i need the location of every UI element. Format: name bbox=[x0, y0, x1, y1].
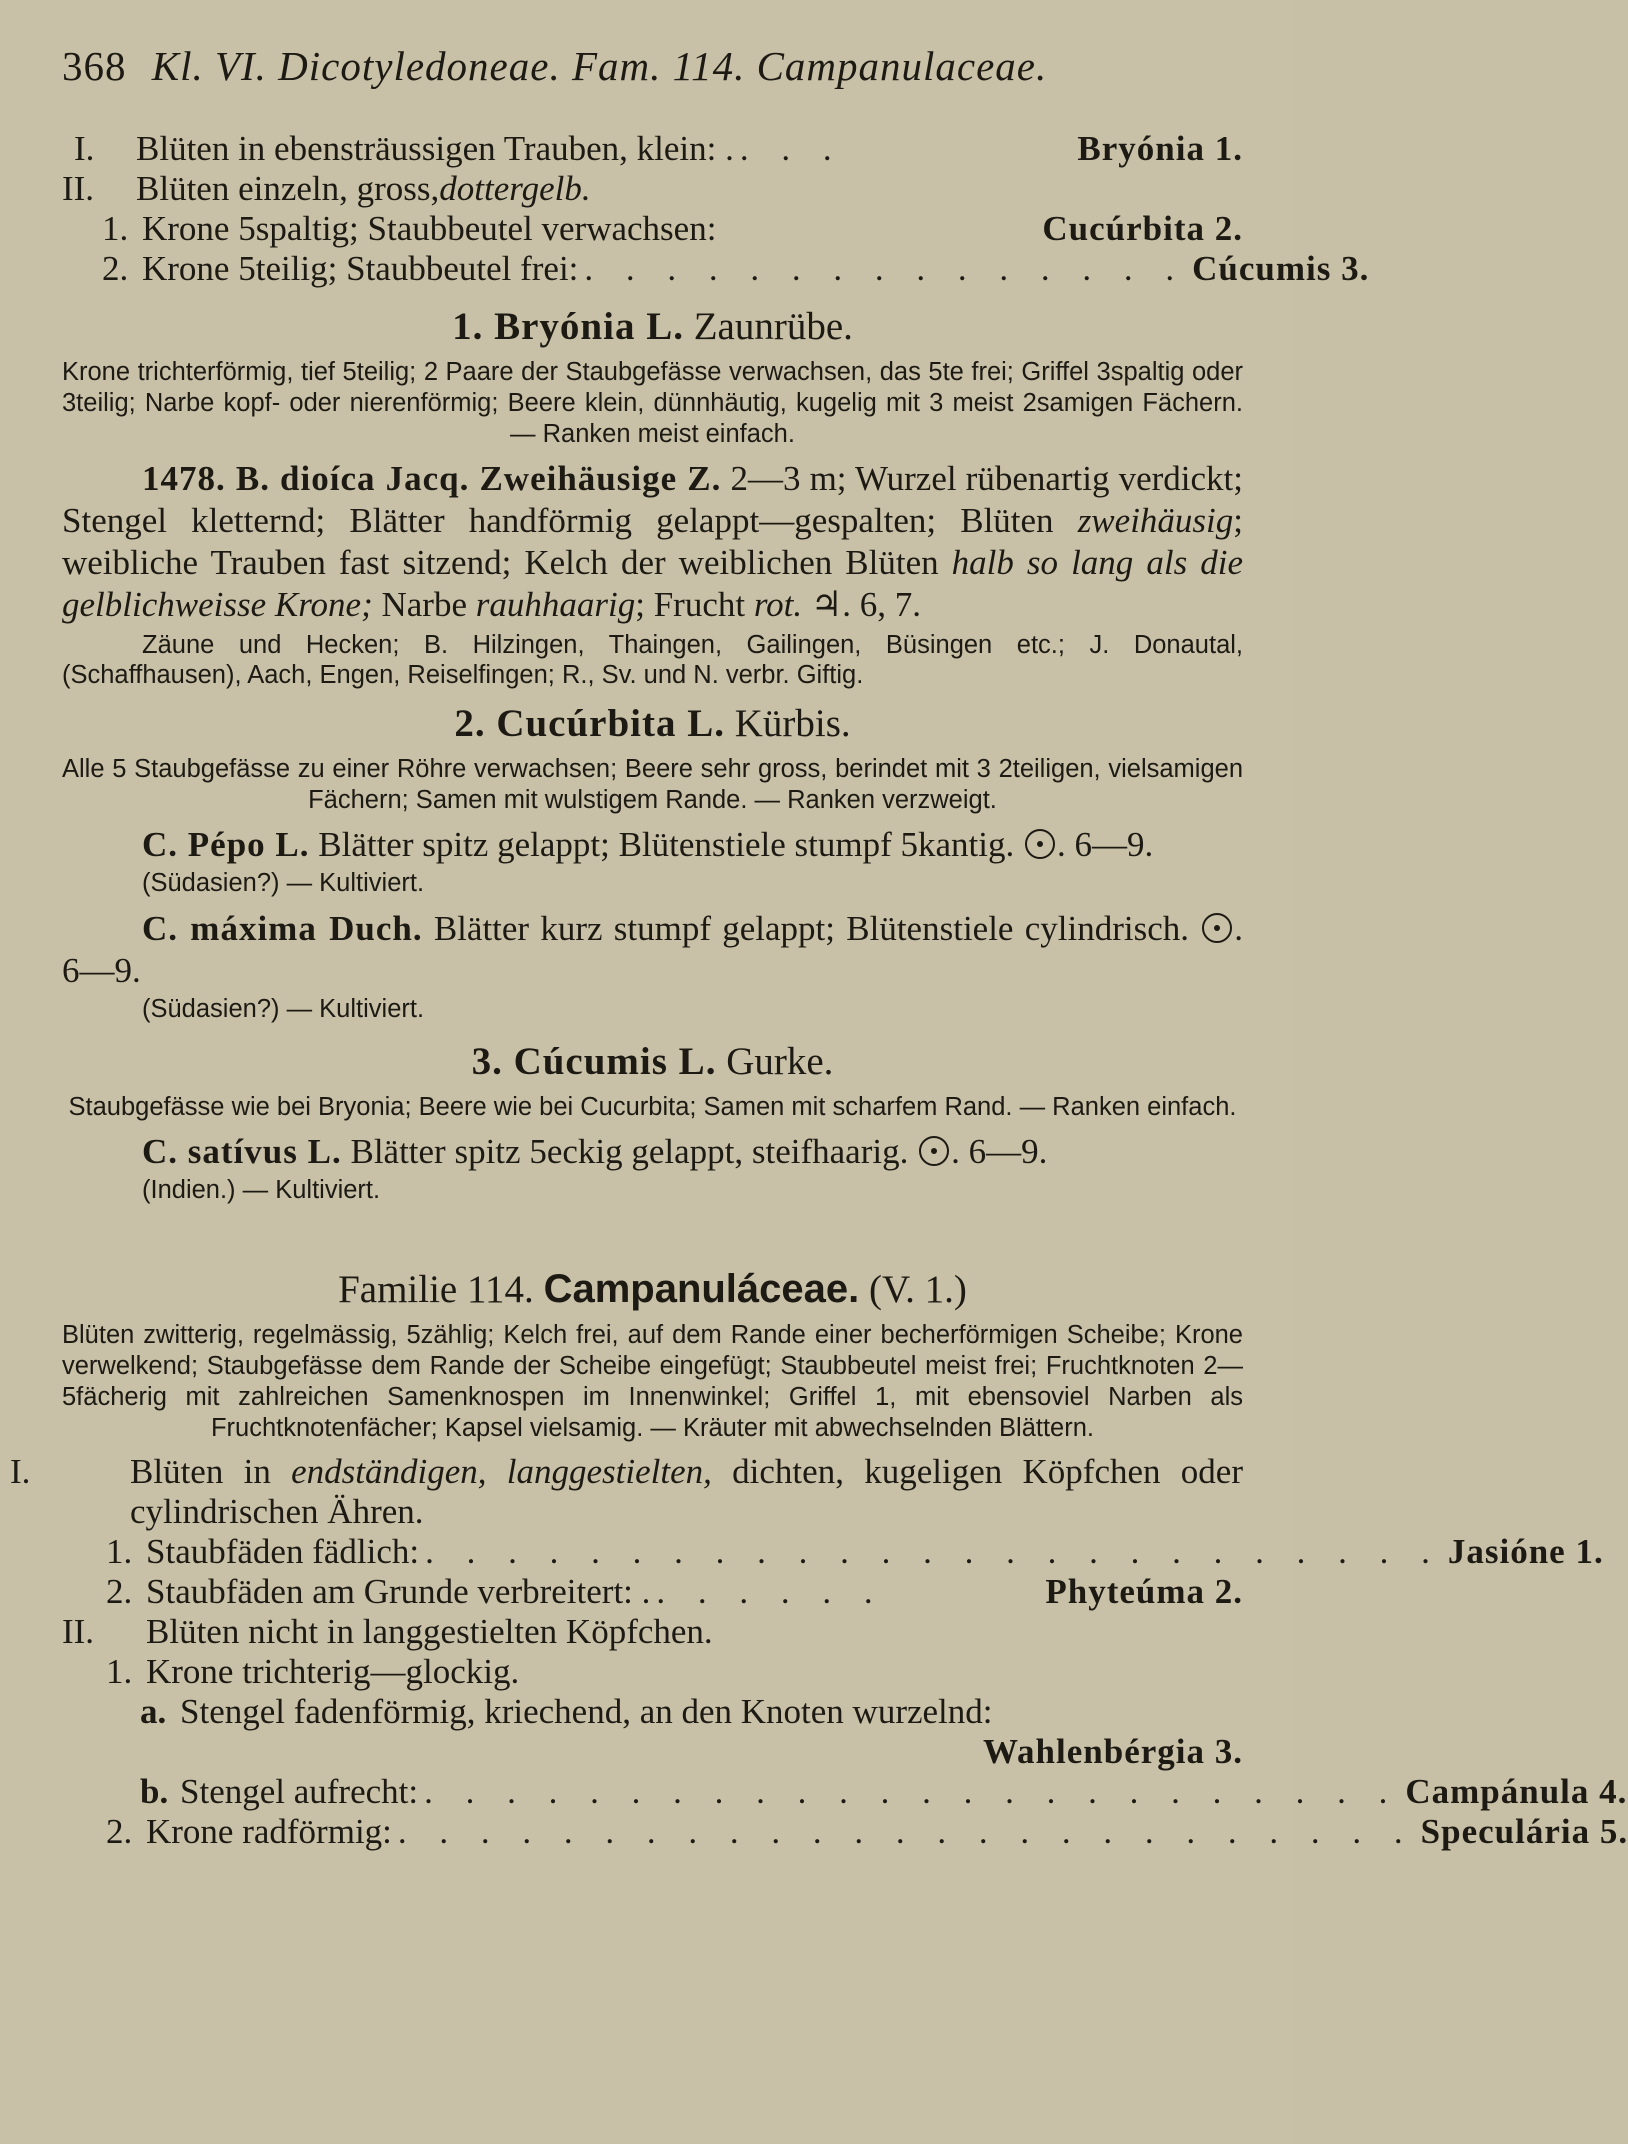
species-text: ♃. 6, 7. bbox=[802, 585, 922, 625]
key-text: dichten, kugeligen Köpfchen oder cylindrischen Ähren. bbox=[130, 1452, 1243, 1532]
species-text: . 6—9. bbox=[951, 1132, 1048, 1172]
species-note: (Indien.) — Kultiviert. bbox=[142, 1176, 381, 1205]
running-title: Kl. VI. Dicotyledoneae. Fam. 114. Campanulaceae. bbox=[151, 43, 1048, 89]
key-line bbox=[62, 249, 1370, 289]
key-marker: 2. bbox=[106, 1812, 133, 1852]
key-marker: II. bbox=[62, 169, 95, 209]
key-genus: Phyteúma 2. bbox=[1045, 1572, 1243, 1612]
key-line bbox=[10, 1452, 1243, 1532]
species-text: . 6—9. bbox=[1056, 825, 1154, 865]
key-marker: 2. bbox=[102, 249, 129, 289]
key-text: Blüten nicht in langgestielten Köpfchen. bbox=[146, 1612, 713, 1652]
key-marker: 1. bbox=[106, 1532, 133, 1572]
key-line bbox=[62, 1812, 1628, 1852]
key-marker: 2. bbox=[106, 1572, 133, 1612]
page-number: 368 bbox=[62, 43, 127, 89]
species-entry bbox=[62, 1131, 1243, 1173]
family-name: Campanuláceae. bbox=[543, 1267, 860, 1312]
key-text: Staubfäden fädlich: bbox=[146, 1532, 420, 1572]
key-genus: Bryónia 1. bbox=[1077, 129, 1243, 169]
key-text: Krone 5spaltig; Staubbeutel verwachsen: bbox=[142, 209, 717, 249]
key-text: Blüten einzeln, gross, bbox=[136, 169, 440, 209]
key-genus: Campánula 4. bbox=[1405, 1772, 1628, 1812]
leader-dots: . . . bbox=[739, 129, 844, 169]
key-text: Blüten in bbox=[130, 1452, 292, 1492]
leader-dots bbox=[716, 209, 1042, 249]
key-line bbox=[62, 129, 1243, 169]
key-genus: Cucúrbita 2. bbox=[1042, 209, 1243, 249]
key-line bbox=[62, 1572, 1243, 1612]
key-campanulaceae bbox=[10, 1452, 1628, 1852]
species-text: Blätter spitz gelappt; Blütenstiele stumpf 5kantig. bbox=[309, 825, 1015, 865]
species-text: Blätter spitz 5eckig gelappt, steifhaarig. bbox=[341, 1132, 909, 1172]
key-text: Blüten in ebensträussigen Trauben, klein: . bbox=[136, 129, 734, 169]
genus-common-name: Zaunrübe. bbox=[693, 305, 853, 349]
key-genus: Cúcumis 3. bbox=[1192, 249, 1370, 289]
species-name: C. Pépo L. bbox=[142, 825, 310, 865]
genus-description: Alle 5 Staubgefässe zu einer Röhre verwachsen; Beere sehr gross, berindet mit 3 2teiligen, vielsamigen Fächern; Samen mit wulstigem Rande. — Ranken verzweigt. bbox=[62, 755, 1243, 815]
family-class: (V. 1.) bbox=[869, 1268, 967, 1312]
genus-name: 1. Bryónia L. bbox=[452, 305, 684, 349]
species-name: 1478. B. dioíca Jacq. Zweihäusige Z. bbox=[142, 459, 722, 499]
key-text: Stengel aufrecht: bbox=[180, 1772, 419, 1812]
spacer bbox=[62, 1215, 1243, 1245]
genus-heading-cucurbita bbox=[62, 700, 1243, 748]
genus-heading-cucumis bbox=[62, 1038, 1243, 1086]
leader-dots: . . . . . . bbox=[656, 1572, 885, 1612]
family-description: Blüten zwitterig, regelmässig, 5zählig; Kelch frei, auf dem Rande einer becherförmigen Scheibe; Krone verwelkend; Staubgefässe dem Rande der Scheibe eingefügt; Staubbeutel meist frei; Fruchtknoten 2—5fächerig mit zahlreichen Samenknospen im Innenwinkel; Griffel 1, mit ebensoviel Narben als Fruchtknotenfächer; Kapsel vielsamig. — Kräuter mit abwechselnden Blättern. bbox=[62, 1321, 1243, 1443]
species-text: 2—3 m; Wurzel rübenartig verdickt; Stengel kletternd; Blätter handförmig gelappt—gespalten; Blüten bbox=[62, 459, 1244, 541]
key-text: Staubfäden am Grunde verbreitert: . bbox=[146, 1572, 651, 1612]
key-line bbox=[62, 1772, 1628, 1812]
leader-dots: . . . . . . . . . . . . . . . bbox=[584, 249, 1187, 289]
key-marker: a. bbox=[140, 1692, 167, 1732]
key-line bbox=[62, 1692, 1243, 1732]
page-header bbox=[62, 44, 1243, 89]
key-line bbox=[62, 1612, 1243, 1652]
key-line bbox=[62, 209, 1243, 249]
species-name: C. satívus L. bbox=[142, 1132, 342, 1172]
species-name: C. máxima Duch. bbox=[142, 909, 423, 949]
species-text: . 6—9. bbox=[62, 909, 1244, 991]
genus-common-name: Gurke. bbox=[726, 1040, 834, 1084]
key-marker: II. bbox=[62, 1612, 95, 1652]
key-text-italic: dottergelb. bbox=[439, 169, 591, 209]
species-entry bbox=[62, 908, 1243, 992]
species-text: Blätter kurz stumpf gelappt; Blütenstiele cylindrisch. bbox=[422, 909, 1189, 949]
genus-description: Krone trichterförmig, tief 5teilig; 2 Paare der Staubgefässe verwachsen, das 5te frei; Griffel 3spaltig oder 3teilig; Narbe kopf- oder nierenförmig; Beere klein, dünnhäutig, kugelig mit 3 meist 2samigen Fächern. — Ranken meist einfach. bbox=[62, 358, 1243, 449]
genus-common-name: Kürbis. bbox=[734, 702, 851, 746]
key-marker: b. bbox=[140, 1772, 169, 1812]
key-text: Krone trichterig—glockig. bbox=[146, 1652, 520, 1692]
species-text: ; weibliche Trauben fast sitzend; Kelch der weiblichen Blüten bbox=[62, 501, 1243, 583]
annual-symbol-icon bbox=[1025, 829, 1055, 859]
key-marker: I. bbox=[10, 1452, 31, 1492]
leader-dots: . . . . . . . . . . . . . . . . . . . . . . . . bbox=[424, 1772, 1400, 1812]
species-text-italic: zweihäusig bbox=[1077, 501, 1234, 541]
key-text-italic: endständigen, langgestielten, bbox=[291, 1452, 712, 1492]
species-note: (Südasien?) — Kultiviert. bbox=[142, 869, 425, 898]
key-line bbox=[62, 169, 1243, 209]
species-text: ; Frucht bbox=[635, 585, 754, 625]
genus-name: 3. Cúcumis L. bbox=[471, 1040, 717, 1084]
family-heading bbox=[62, 1265, 1243, 1314]
genus-heading-bryonia bbox=[62, 303, 1243, 351]
annual-symbol-icon bbox=[919, 1136, 949, 1166]
key-line bbox=[62, 1652, 1243, 1692]
species-text-italic: rot. bbox=[753, 585, 803, 625]
key-genus: Jasióne 1. bbox=[1447, 1532, 1604, 1572]
leader-dots: . . . . . . . . . . . . . . . . . . . . . . . . . bbox=[397, 1812, 1415, 1852]
genus-name: 2. Cucúrbita L. bbox=[454, 702, 726, 746]
species-text-italic: halb so lang als die gelblichweisse Krone; bbox=[62, 543, 1243, 625]
key-genus: Wahlenbérgia 3. bbox=[982, 1732, 1243, 1772]
key-genus: Speculária 5. bbox=[1420, 1812, 1628, 1852]
species-note: (Südasien?) — Kultiviert. bbox=[142, 995, 425, 1024]
key-text: Krone 5teilig; Staubbeutel frei: bbox=[142, 249, 579, 289]
key-cucurbitaceae bbox=[62, 129, 1370, 289]
key-marker: 1. bbox=[102, 209, 129, 249]
species-text-italic: rauhhaarig bbox=[475, 585, 636, 625]
species-entry bbox=[62, 824, 1243, 866]
genus-description: Staubgefässe wie bei Bryonia; Beere wie bei Cucurbita; Samen mit scharfem Rand. — Ranken einfach. bbox=[68, 1093, 1237, 1122]
family-label: Familie 114. bbox=[338, 1268, 534, 1312]
leader-dots: . . . . . . . . . . . . . . . . . . . . . . . . . bbox=[425, 1532, 1442, 1572]
species-entry bbox=[62, 458, 1243, 626]
key-text: Stengel fadenförmig, kriechend, an den Knoten wurzelnd: bbox=[180, 1692, 993, 1732]
key-marker: I. bbox=[74, 129, 95, 169]
key-text: Krone radförmig: bbox=[146, 1812, 392, 1852]
key-marker: 1. bbox=[106, 1652, 133, 1692]
species-note: Zäune und Hecken; B. Hilzingen, Thaingen, Gailingen, Büsingen etc.; J. Donautal, (Schaffhausen), Aach, Engen, Reiselfingen; R., Sv. und N. verbr. Giftig. bbox=[62, 631, 1243, 690]
annual-symbol-icon bbox=[1202, 913, 1232, 943]
species-text: Narbe bbox=[372, 585, 476, 625]
key-line bbox=[62, 1532, 1604, 1572]
